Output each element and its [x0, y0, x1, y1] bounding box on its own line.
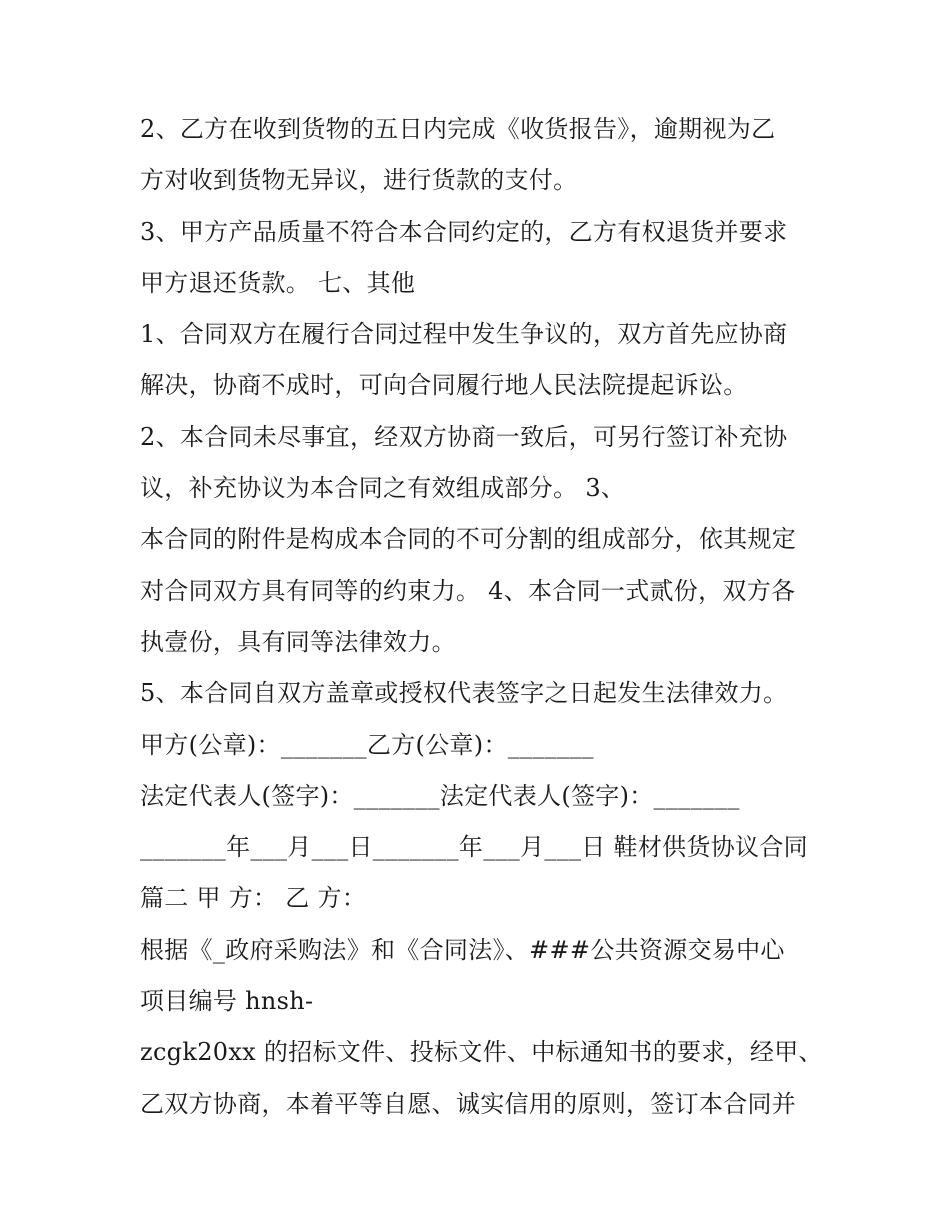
text-line-1: 2、乙方在收到货物的五日内完成《收货报告》，逾期视为乙 — [140, 115, 776, 143]
text-line-20: 乙双方协商，本着平等自愿、诚实信用的原则，签订本合同并 — [140, 1089, 797, 1118]
text-line-12: 5、本合同自双方盖章或授权代表签字之日起发生法律效力。 — [140, 679, 788, 708]
text-line-3: 3、甲方产品质量不符合本合同约定的，乙方有权退货并要求 — [140, 217, 788, 246]
text-line-11: 执壹份，具有同等法律效力。 — [140, 627, 456, 656]
signature-line-representatives: 法定代表人(签字)：_______法定代表人(签字)：_______ — [140, 781, 740, 810]
text-line-5: 1、合同双方在履行合同过程中发生争议的，双方首先应协商 — [140, 320, 788, 349]
signature-line-seals: 甲方(公章)：_______乙方(公章)：_______ — [140, 730, 594, 759]
text-line-18: 项目编号 hnsh- — [140, 987, 314, 1016]
contract-text — [140, 104, 840, 1130]
text-line-19: zcgk20xx 的招标文件、投标文件、中标通知书的要求，经甲、 — [140, 1038, 823, 1067]
text-line-16: 篇二 甲 方： 乙 方： — [140, 884, 367, 913]
text-line-2: 方对收到货物无异议，进行货款的支付。 — [140, 166, 578, 195]
text-line-8: 议，补充协议为本合同之有效组成部分。 3、 — [140, 474, 626, 503]
text-line-4: 甲方退还货款。 七、其他 — [140, 268, 416, 297]
text-line-10: 对合同双方具有同等的约束力。 4、本合同一式贰份，双方各 — [140, 576, 796, 605]
text-line-9: 本合同的附件是构成本合同的不可分割的组成部分，依其规定 — [140, 525, 797, 554]
signature-line-dates: _______年___月___日_______年___月___日 鞋材供货协议合同 — [140, 833, 808, 862]
text-line-7: 2、本合同未尽事宜，经双方协商一致后，可另行签订补充协 — [140, 422, 788, 451]
text-line-6: 解决，协商不成时，可向合同履行地人民法院提起诉讼。 — [140, 371, 748, 400]
text-line-17: 根据《_政府采购法》和《合同法》、###公共资源交易中心 — [140, 935, 785, 964]
